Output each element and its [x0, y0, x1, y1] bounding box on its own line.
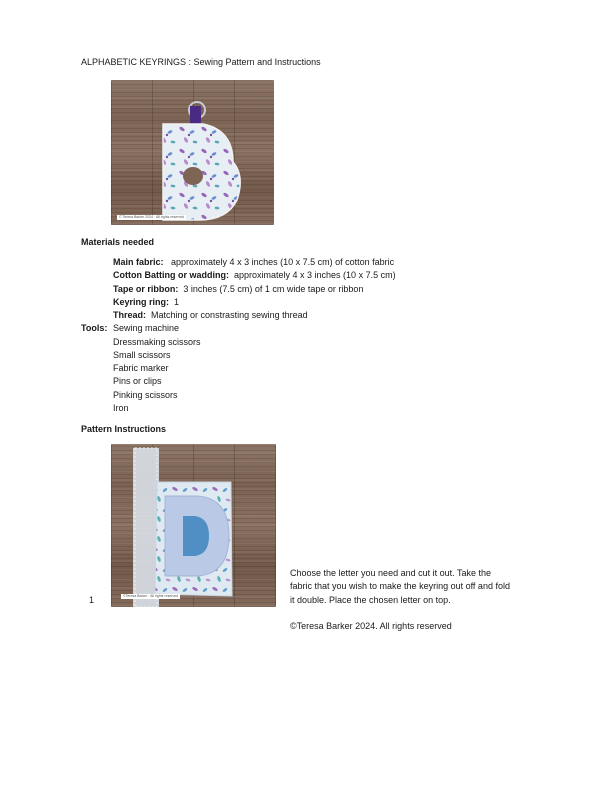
material-item [113, 256, 394, 269]
pattern-heading: Pattern Instructions [81, 424, 167, 434]
page-title: ALPHABETIC KEYRINGS : Sewing Pattern and Instructions [81, 57, 321, 67]
photo-caption: ©Teresa Barker . All rights reserved [123, 594, 179, 598]
instruction-line: fabric that you wish to make the keyring out off and fold [290, 581, 510, 591]
instruction-line: Choose the letter you need and cut it out. Take the [290, 568, 491, 578]
tool-item: Pins or clips [113, 376, 162, 386]
keyring-photo [111, 80, 274, 225]
material-label: Cotton Batting or wadding: [113, 270, 229, 280]
tool-item: Iron [113, 403, 129, 413]
material-label: Thread: [113, 310, 147, 320]
tools-label: Tools: [81, 323, 108, 333]
tool-item: Dressmaking scissors [113, 337, 201, 347]
tool-item: Fabric marker [113, 363, 169, 373]
material-value: approximately 4 x 3 inches (10 x 7.5 cm) of cotton fabric [171, 257, 395, 267]
instruction-line: it double. Place the chosen letter on top. [290, 595, 451, 605]
material-value: approximately 4 x 3 inches (10 x 7.5 cm) [234, 270, 396, 280]
material-item [113, 269, 396, 282]
tool-item: Small scissors [113, 350, 171, 360]
photo-caption: © Teresa Barker 2024 · All rights reserved [119, 215, 184, 219]
tool-item: Sewing machine [113, 323, 180, 333]
material-label: Tape or ribbon: [113, 284, 179, 294]
copyright-notice: ©Teresa Barker 2024. All rights reserved [290, 621, 452, 631]
material-item [113, 283, 363, 296]
pattern-photo [111, 444, 276, 607]
materials-heading: Materials needed [81, 237, 155, 247]
material-item [113, 296, 179, 309]
material-value: 1 [174, 297, 180, 307]
material-value: Matching or constrasting sewing thread [151, 310, 308, 320]
material-value: 3 inches (7.5 cm) of 1 cm wide tape or ribbon [183, 284, 364, 294]
material-label: Main fabric: [113, 257, 164, 267]
material-item [113, 309, 308, 322]
step-number: 1 [89, 595, 95, 605]
tool-item: Pinking scissors [113, 390, 178, 400]
material-label: Keyring ring: [113, 297, 170, 307]
